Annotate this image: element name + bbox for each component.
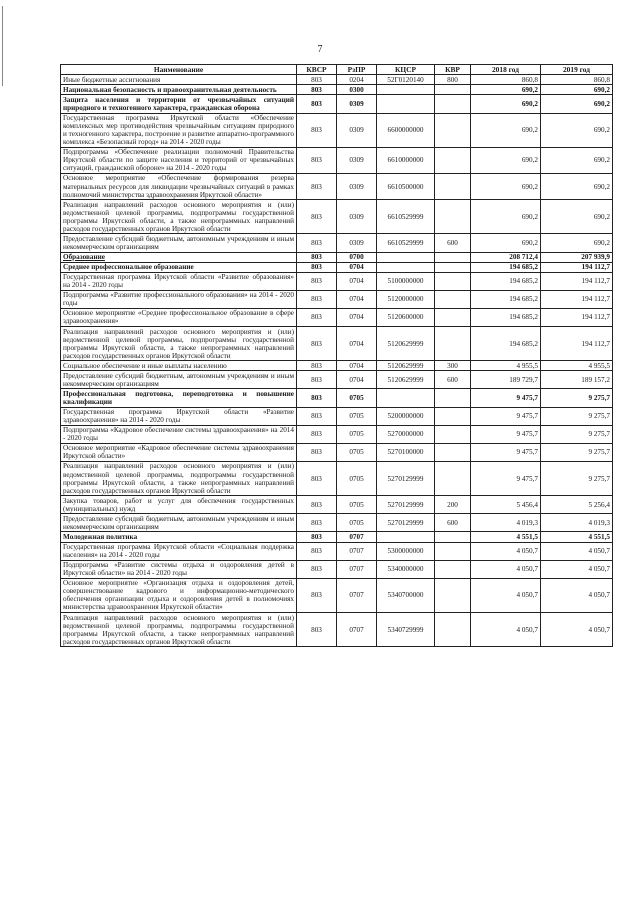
cell-name: Реализация направлений расходов основного мероприятия и (или) ведомственной целевой программы, подпрограммы государственной программы Иркутской области, а также непрограммных направлений расходов государственных органов Иркутской области [61, 461, 297, 495]
cell-kvr [435, 613, 471, 647]
cell-rzpr: 0704 [337, 272, 377, 290]
cell-rzpr: 0309 [337, 95, 377, 113]
cell-rzpr: 0309 [337, 147, 377, 173]
table-row [61, 113, 613, 147]
cell-2019: 194 112,7 [541, 262, 613, 272]
cell-kcsr: 5270129999 [377, 496, 435, 514]
cell-rzpr: 0704 [337, 290, 377, 308]
cell-name: Государственная программа Иркутской области «Социальная поддержка населения» на 2014 - 2020 годы [61, 542, 297, 560]
cell-kcsr: 5270129999 [377, 514, 435, 532]
cell-2019: 690,2 [541, 147, 613, 173]
table-row [61, 560, 613, 578]
cell-ksvr: 803 [297, 532, 337, 542]
cell-2018: 690,2 [471, 173, 541, 199]
cell-rzpr: 0704 [337, 371, 377, 389]
cell-2018: 9 475,7 [471, 443, 541, 461]
cell-kcsr: 6610529999 [377, 234, 435, 252]
cell-name: Подпрограмма «Развитие профессионального образования» на 2014 - 2020 годы [61, 290, 297, 308]
cell-ksvr: 803 [297, 75, 337, 85]
cell-kvr [435, 308, 471, 326]
cell-2018: 4 050,7 [471, 542, 541, 560]
cell-name: Государственная программа Иркутской области «Развитие образования» на 2014 - 2020 годы [61, 272, 297, 290]
cell-kvr [435, 290, 471, 308]
cell-kvr [435, 85, 471, 95]
cell-name: Национальная безопасность и правоохранительная деятельность [61, 85, 297, 95]
cell-2019: 4 551,5 [541, 532, 613, 542]
cell-ksvr: 803 [297, 85, 337, 95]
cell-ksvr: 803 [297, 147, 337, 173]
table-row [61, 613, 613, 647]
cell-2018: 194 685,2 [471, 327, 541, 361]
cell-rzpr: 0705 [337, 407, 377, 425]
cell-2019: 189 157,2 [541, 371, 613, 389]
table-row [61, 443, 613, 461]
table-row [61, 173, 613, 199]
cell-kcsr [377, 389, 435, 407]
cell-2018: 4 019,3 [471, 514, 541, 532]
cell-name: Закупка товаров, работ и услуг для обеспечения государственных (муниципальных) нужд [61, 496, 297, 514]
cell-2019: 194 112,7 [541, 327, 613, 361]
cell-kvr [435, 95, 471, 113]
cell-2018: 194 685,2 [471, 262, 541, 272]
table-row [61, 200, 613, 234]
cell-kcsr: 5270129999 [377, 461, 435, 495]
budget-table [60, 64, 613, 647]
page-number: 7 [317, 44, 323, 55]
cell-kcsr: 5120629999 [377, 371, 435, 389]
cell-kcsr [377, 85, 435, 95]
cell-2019: 194 112,7 [541, 290, 613, 308]
cell-kvr: 600 [435, 234, 471, 252]
cell-2018: 189 729,7 [471, 371, 541, 389]
cell-2018: 690,2 [471, 200, 541, 234]
table-row [61, 75, 613, 85]
cell-2018: 194 685,2 [471, 308, 541, 326]
cell-kcsr: 5100000000 [377, 272, 435, 290]
cell-rzpr: 0707 [337, 578, 377, 612]
cell-kvr [435, 262, 471, 272]
cell-kcsr: 52Г0120140 [377, 75, 435, 85]
cell-kcsr [377, 252, 435, 262]
header-kcsr: КЦСР [377, 65, 435, 75]
cell-ksvr: 803 [297, 252, 337, 262]
cell-kcsr: 5340000000 [377, 560, 435, 578]
cell-rzpr: 0309 [337, 234, 377, 252]
cell-kvr [435, 147, 471, 173]
cell-kcsr: 5340700000 [377, 578, 435, 612]
cell-rzpr: 0705 [337, 496, 377, 514]
cell-ksvr: 803 [297, 173, 337, 199]
table-row [61, 514, 613, 532]
table-row [61, 578, 613, 612]
cell-2019: 4 050,7 [541, 560, 613, 578]
cell-rzpr: 0309 [337, 113, 377, 147]
cell-2019: 860,8 [541, 75, 613, 85]
cell-rzpr: 0309 [337, 173, 377, 199]
cell-ksvr: 803 [297, 425, 337, 443]
table-row [61, 532, 613, 542]
table-row [61, 262, 613, 272]
cell-ksvr: 803 [297, 113, 337, 147]
table-row [61, 425, 613, 443]
cell-rzpr: 0705 [337, 443, 377, 461]
cell-ksvr: 803 [297, 461, 337, 495]
cell-2018: 690,2 [471, 95, 541, 113]
cell-2019: 9 275,7 [541, 425, 613, 443]
cell-kvr [435, 200, 471, 234]
table-row [61, 95, 613, 113]
cell-rzpr: 0704 [337, 308, 377, 326]
cell-ksvr: 803 [297, 272, 337, 290]
cell-kvr [435, 327, 471, 361]
cell-rzpr: 0704 [337, 262, 377, 272]
table-row [61, 461, 613, 495]
cell-kvr [435, 173, 471, 199]
cell-ksvr: 803 [297, 262, 337, 272]
cell-name: Среднее профессиональное образование [61, 262, 297, 272]
cell-2019: 690,2 [541, 173, 613, 199]
table-row [61, 85, 613, 95]
cell-kvr [435, 443, 471, 461]
header-kvr: КВР [435, 65, 471, 75]
cell-2019: 4 019,3 [541, 514, 613, 532]
cell-2018: 194 685,2 [471, 272, 541, 290]
cell-name: Предоставление субсидий бюджетным, автономным учреждениям и иным некоммерческим организациям [61, 371, 297, 389]
cell-2018: 4 551,5 [471, 532, 541, 542]
table-row [61, 327, 613, 361]
cell-kcsr: 5120629999 [377, 361, 435, 371]
header-rzpr: РзПР [337, 65, 377, 75]
cell-name: Иные бюджетные ассигнования [61, 75, 297, 85]
cell-name: Предоставление субсидий бюджетным, автономным учреждениям и иным некоммерческим организациям [61, 234, 297, 252]
cell-ksvr: 803 [297, 542, 337, 560]
cell-ksvr: 803 [297, 443, 337, 461]
cell-2018: 690,2 [471, 113, 541, 147]
cell-kcsr: 5300000000 [377, 542, 435, 560]
cell-ksvr: 803 [297, 613, 337, 647]
table-row [61, 389, 613, 407]
cell-name: Профессиональная подготовка, переподготовка и повышение квалификации [61, 389, 297, 407]
cell-kvr [435, 389, 471, 407]
cell-ksvr: 803 [297, 578, 337, 612]
table-row [61, 147, 613, 173]
cell-2018: 4 050,7 [471, 613, 541, 647]
cell-rzpr: 0707 [337, 613, 377, 647]
cell-kcsr: 6610529999 [377, 200, 435, 234]
cell-rzpr: 0705 [337, 389, 377, 407]
table-row [61, 361, 613, 371]
cell-rzpr: 0705 [337, 425, 377, 443]
table-row [61, 272, 613, 290]
cell-name: Основное мероприятие «Кадровое обеспечение системы здравоохранения Иркутской области» [61, 443, 297, 461]
cell-kvr: 600 [435, 371, 471, 389]
table-row [61, 252, 613, 262]
cell-rzpr: 0707 [337, 532, 377, 542]
cell-ksvr: 803 [297, 407, 337, 425]
cell-2019: 9 275,7 [541, 461, 613, 495]
cell-kcsr [377, 95, 435, 113]
cell-rzpr: 0707 [337, 560, 377, 578]
table-row [61, 308, 613, 326]
cell-name: Основное мероприятие «Среднее профессиональное образование в сфере здравоохранения» [61, 308, 297, 326]
table-row [61, 496, 613, 514]
cell-ksvr: 803 [297, 234, 337, 252]
cell-kvr [435, 578, 471, 612]
cell-kvr [435, 252, 471, 262]
cell-2019: 5 256,4 [541, 496, 613, 514]
cell-kvr [435, 425, 471, 443]
cell-rzpr: 0707 [337, 542, 377, 560]
cell-2018: 4 050,7 [471, 578, 541, 612]
cell-2019: 690,2 [541, 113, 613, 147]
cell-2018: 9 475,7 [471, 389, 541, 407]
cell-kvr [435, 113, 471, 147]
table-row [61, 407, 613, 425]
cell-2018: 5 456,4 [471, 496, 541, 514]
cell-kvr: 600 [435, 514, 471, 532]
cell-2019: 194 112,7 [541, 272, 613, 290]
cell-rzpr: 0705 [337, 514, 377, 532]
cell-name: Подпрограмма «Развитие системы отдыха и оздоровления детей в Иркутской области» на 2014 - 2020 годы [61, 560, 297, 578]
cell-2018: 208 712,4 [471, 252, 541, 262]
cell-ksvr: 803 [297, 371, 337, 389]
cell-ksvr: 803 [297, 496, 337, 514]
cell-rzpr: 0704 [337, 327, 377, 361]
cell-name: Государственная программа Иркутской области «Развитие здравоохранения» на 2014 - 2020 годы [61, 407, 297, 425]
cell-2019: 194 112,7 [541, 308, 613, 326]
cell-kcsr: 6610500000 [377, 173, 435, 199]
cell-2018: 690,2 [471, 85, 541, 95]
cell-2018: 690,2 [471, 234, 541, 252]
table-row [61, 290, 613, 308]
cell-ksvr: 803 [297, 95, 337, 113]
cell-ksvr: 803 [297, 290, 337, 308]
cell-ksvr: 803 [297, 327, 337, 361]
cell-kvr [435, 542, 471, 560]
header-2018: 2018 год [471, 65, 541, 75]
cell-2018: 9 475,7 [471, 407, 541, 425]
cell-2018: 690,2 [471, 147, 541, 173]
cell-ksvr: 803 [297, 389, 337, 407]
cell-name: Государственная программа Иркутской области «Обеспечение комплексных мер противодействия чрезвычайным ситуациям природного и техногенного характера, построение и развитие аппаратно-программного комплекса «Безопасный город» на 2014 - 2020 годы [61, 113, 297, 147]
cell-2018: 4 050,7 [471, 560, 541, 578]
cell-2019: 690,2 [541, 95, 613, 113]
header-2019: 2019 год [541, 65, 613, 75]
header-name: Наименование [61, 65, 297, 75]
table-row [61, 542, 613, 560]
cell-rzpr: 0300 [337, 85, 377, 95]
cell-ksvr: 803 [297, 361, 337, 371]
cell-kvr [435, 461, 471, 495]
table-row [61, 234, 613, 252]
cell-2018: 9 475,7 [471, 461, 541, 495]
cell-ksvr: 803 [297, 200, 337, 234]
cell-name: Молодежная политика [61, 532, 297, 542]
cell-kvr [435, 407, 471, 425]
cell-2019: 4 050,7 [541, 613, 613, 647]
cell-name: Реализация направлений расходов основного мероприятия и (или) ведомственной целевой программы, подпрограммы государственной программы Иркутской области, а также непрограммных направлений расходов государственных органов Иркутской области [61, 613, 297, 647]
cell-ksvr: 803 [297, 308, 337, 326]
cell-kvr [435, 272, 471, 290]
cell-kcsr: 6610000000 [377, 147, 435, 173]
cell-2019: 4 050,7 [541, 542, 613, 560]
cell-name: Подпрограмма «Обеспечение реализации полномочий Правительства Иркутской области по защите населения и территорий от чрезвычайных ситуаций, гражданской обороне» на 2014 - 2020 годы [61, 147, 297, 173]
cell-kvr: 300 [435, 361, 471, 371]
cell-ksvr: 803 [297, 514, 337, 532]
cell-name: Социальное обеспечение и иные выплаты населению [61, 361, 297, 371]
cell-name: Подпрограмма «Кадровое обеспечение системы здравоохранения» на 2014 - 2020 годы [61, 425, 297, 443]
cell-kcsr: 5120000000 [377, 290, 435, 308]
cell-name: Основное мероприятие «Обеспечение формирования резерва материальных ресурсов для ликвидации чрезвычайных ситуаций в рамках полномочий министерства здравоохранения Иркутской области» [61, 173, 297, 199]
cell-kcsr [377, 532, 435, 542]
cell-name: Образование [61, 252, 297, 262]
cell-rzpr: 0705 [337, 461, 377, 495]
cell-kvr [435, 560, 471, 578]
cell-2018: 194 685,2 [471, 290, 541, 308]
table-row [61, 371, 613, 389]
cell-kvr: 800 [435, 75, 471, 85]
header-ksvr: КВСР [297, 65, 337, 75]
cell-name: Реализация направлений расходов основного мероприятия и (или) ведомственной целевой программы, подпрограммы государственной программы Иркутской области, а также непрограммных направлений расходов государственных органов Иркутской области [61, 200, 297, 234]
cell-kvr: 200 [435, 496, 471, 514]
cell-name: Реализация направлений расходов основного мероприятия и (или) ведомственной целевой программы, подпрограммы государственной программы Иркутской области, а также непрограммных направлений расходов государственных органов Иркутской области [61, 327, 297, 361]
cell-kcsr: 5200000000 [377, 407, 435, 425]
cell-kvr [435, 532, 471, 542]
cell-name: Защита населения и территории от чрезвычайных ситуаций природного и техногенного характера, гражданская оборона [61, 95, 297, 113]
cell-2019: 9 275,7 [541, 389, 613, 407]
cell-ksvr: 803 [297, 560, 337, 578]
cell-kcsr: 5270100000 [377, 443, 435, 461]
cell-kcsr: 5120600000 [377, 308, 435, 326]
cell-2019: 4 050,7 [541, 578, 613, 612]
cell-rzpr: 0204 [337, 75, 377, 85]
cell-2019: 690,2 [541, 234, 613, 252]
cell-2019: 207 939,9 [541, 252, 613, 262]
cell-2018: 860,8 [471, 75, 541, 85]
cell-kcsr: 5270000000 [377, 425, 435, 443]
cell-rzpr: 0309 [337, 200, 377, 234]
cell-name: Основное мероприятие «Организация отдыха и оздоровления детей, совершенствование кадрового и информационно-методического обеспечения организации отдыха и оздоровления детей в полномочиях министерства здравоохранения Иркутской области» [61, 578, 297, 612]
cell-2019: 9 275,7 [541, 407, 613, 425]
table-header-row [61, 65, 613, 75]
cell-2019: 4 955,5 [541, 361, 613, 371]
cell-2019: 9 275,7 [541, 443, 613, 461]
cell-2019: 690,2 [541, 85, 613, 95]
cell-kcsr: 5340729999 [377, 613, 435, 647]
cell-kcsr: 6600000000 [377, 113, 435, 147]
cell-kcsr: 5120629999 [377, 327, 435, 361]
cell-rzpr: 0700 [337, 252, 377, 262]
cell-kcsr [377, 262, 435, 272]
cell-name: Предоставление субсидий бюджетным, автономным учреждениям и иным некоммерческим организациям [61, 514, 297, 532]
cell-2018: 9 475,7 [471, 425, 541, 443]
cell-rzpr: 0704 [337, 361, 377, 371]
cell-2019: 690,2 [541, 200, 613, 234]
cell-2018: 4 955,5 [471, 361, 541, 371]
